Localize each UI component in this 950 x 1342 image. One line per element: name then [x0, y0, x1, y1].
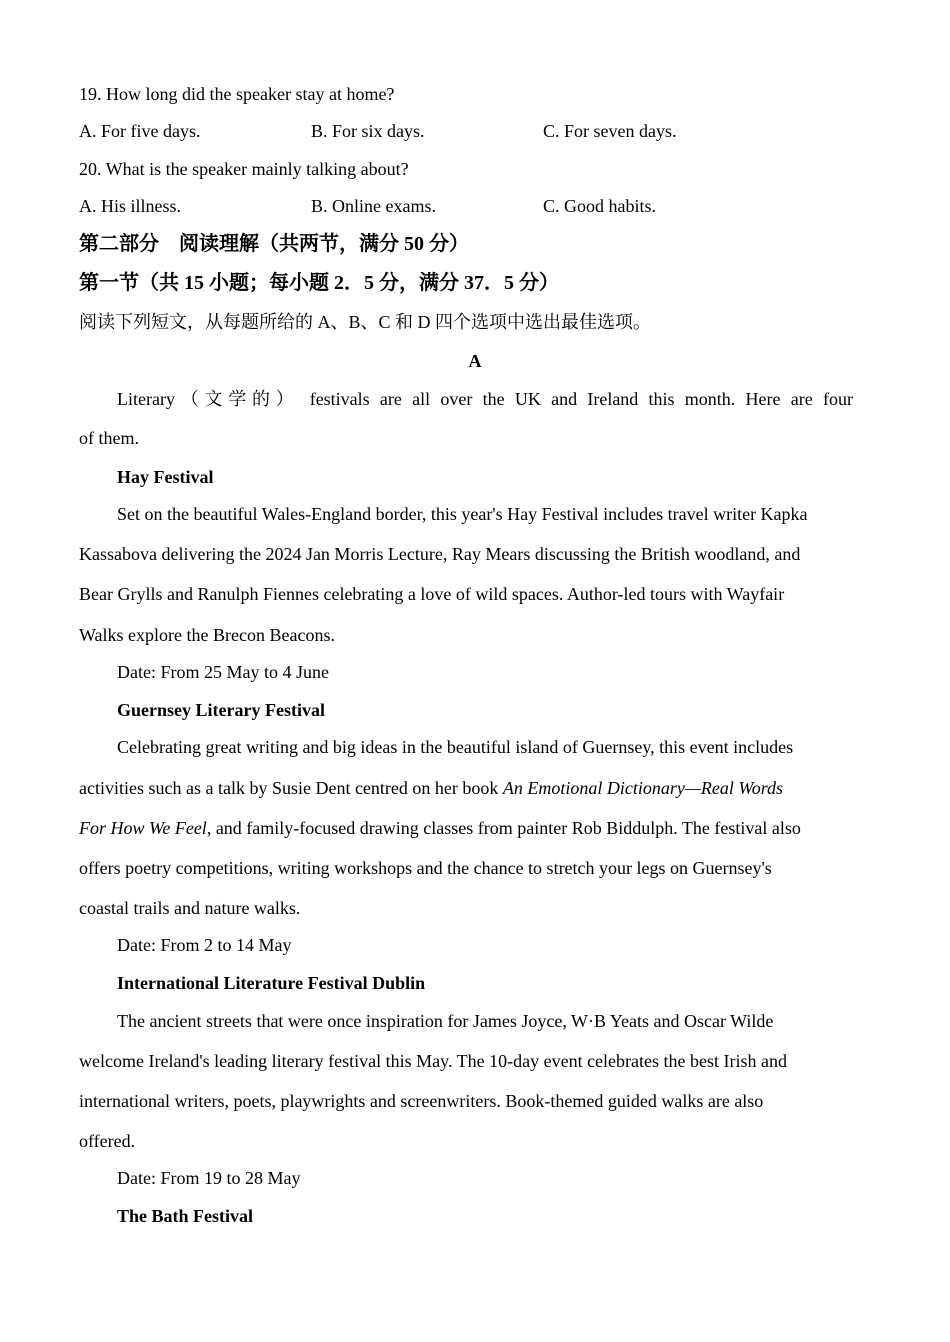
- book-title-part-2: For How We Feel: [79, 818, 207, 838]
- question-19-stem: 19. How long did the speaker stay at home?: [79, 84, 395, 104]
- question-20-option-a: A. His illness.: [79, 196, 182, 216]
- guernsey-line-3: [79, 817, 801, 839]
- festival-heading-guernsey: Guernsey Literary Festival: [117, 700, 325, 720]
- intro-line-2: of them.: [79, 428, 139, 448]
- question-20-stem: 20. What is the speaker mainly talking about?: [79, 159, 409, 179]
- guernsey-line-2: [79, 777, 783, 799]
- guernsey-line-3-text: , and family-focused drawing classes from painter Rob Biddulph. The festival also: [206, 818, 801, 838]
- question-19-option-b: B. For six days.: [311, 121, 425, 141]
- question-19-option-a: A. For five days.: [79, 121, 201, 141]
- dublin-line-4: offered.: [79, 1131, 136, 1151]
- hay-line-2: Kassabova delivering the 2024 Jan Morris Lecture, Ray Mears discussing the British woodland, and: [79, 544, 801, 564]
- question-20-option-b: B. Online exams.: [311, 196, 436, 216]
- hay-date: Date: From 25 May to 4 June: [117, 662, 329, 682]
- book-title-part-1: An Emotional Dictionary—Real Words: [502, 778, 784, 798]
- guernsey-line-4: offers poetry competitions, writing workshops and the chance to stretch your legs on Guernsey's: [79, 858, 772, 878]
- section1-title: 第一节（共 15 小题；每小题 2．5 分，满分 37．5 分）: [79, 272, 559, 294]
- dublin-line-1: The ancient streets that were once inspiration for James Joyce, W·B Yeats and Oscar Wilde: [117, 1011, 774, 1031]
- festival-heading-bath: The Bath Festival: [117, 1206, 254, 1226]
- dublin-line-2: welcome Ireland's leading literary festival this May. The 10-day event celebrates the best Irish and: [79, 1051, 787, 1071]
- guernsey-line-5: coastal trails and nature walks.: [79, 898, 301, 918]
- dublin-line-3: international writers, poets, playwrights and screenwriters. Book-themed guided walks are also: [79, 1091, 764, 1111]
- guernsey-line-1: Celebrating great writing and big ideas in the beautiful island of Guernsey, this event includes: [117, 737, 794, 757]
- instruction-text: 阅读下列短文，从每题所给的 A、B、C 和 D 四个选项中选出最佳选项。: [79, 312, 652, 332]
- part2-title: 第二部分 阅读理解（共两节，满分 50 分）: [79, 233, 469, 255]
- dublin-date: Date: From 19 to 28 May: [117, 1168, 301, 1188]
- passage-label: A: [468, 351, 482, 371]
- hay-line-1: Set on the beautiful Wales-England border, this year's Hay Festival includes travel writer Kapka: [117, 504, 808, 524]
- festival-heading-hay: Hay Festival: [117, 467, 214, 487]
- hay-line-4: Walks explore the Brecon Beacons.: [79, 625, 335, 645]
- festival-heading-dublin: International Literature Festival Dublin: [117, 973, 426, 993]
- question-20-option-c: C. Good habits.: [543, 196, 657, 216]
- question-19-option-c: C. For seven days.: [543, 121, 677, 141]
- intro-line-1-text: Literary（文学的） festivals are all over the UK and Ireland this month. Here are four: [117, 389, 853, 409]
- intro-line-1: [117, 388, 853, 410]
- guernsey-line-2-text: activities such as a talk by Susie Dent centred on her book: [79, 778, 503, 798]
- hay-line-3: Bear Grylls and Ranulph Fiennes celebrating a love of wild spaces. Author-led tours with Wayfair: [79, 584, 785, 604]
- guernsey-date: Date: From 2 to 14 May: [117, 935, 292, 955]
